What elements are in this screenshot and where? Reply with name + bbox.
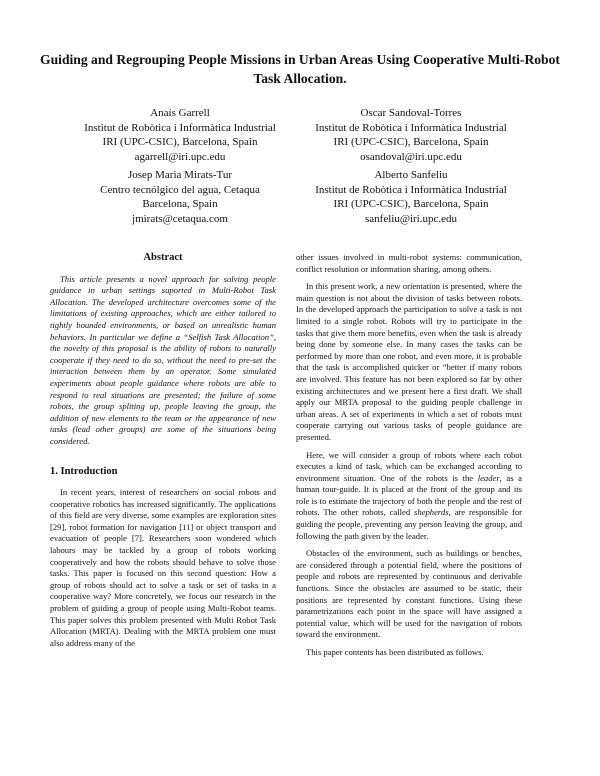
body-paragraph: other issues involved in multi-robot systems: communication, conflict resolution or information sharing, among others. bbox=[296, 252, 522, 274]
right-column bbox=[296, 252, 522, 665]
author-location: IRI (UPC-CSIC), Barcelona, Spain bbox=[333, 198, 489, 210]
author-location: IRI (UPC-CSIC), Barcelona, Spain bbox=[333, 136, 489, 148]
author-email: sanfeliu@iri.upc.edu bbox=[365, 212, 457, 225]
author-affiliation: Institut de Robòtica i Informàtica Industrial bbox=[315, 183, 507, 196]
author-block-mirats bbox=[60, 168, 300, 226]
author-block-sanfeliu bbox=[291, 168, 531, 226]
author-email: osandoval@iri.upc.edu bbox=[360, 150, 462, 163]
section-heading-introduction: 1. Introduction bbox=[50, 465, 118, 477]
author-location: IRI (UPC-CSIC), Barcelona, Spain bbox=[102, 136, 258, 148]
body-paragraph-robots: Here, we will consider a group of robots where each robot executes a kind of task, which can be exchanged according to environment situation. One of the robots is the leader, as a human tour-guide. It is placed at the front of the group and its role is to estimate the trajectory of both the people and the rest of robots. The other robots, called shepherds, are responsible for guiding the people, preventing any person leaving the group, and following the path given by the leader. bbox=[296, 449, 522, 541]
emphasis-shepherds: shepherds bbox=[414, 507, 449, 518]
body-paragraph: Obstacles of the environment, such as buildings or benches, are considered through a potential field, where the positions of people and robots are represented by continuous and derivable functions. Since the obstacles are assumed to be static, their positions are represented by constant functions. Using these parametrizations each point in the space will have assigned a potential value, which will be used for the navigation of robots toward the environment. bbox=[296, 548, 522, 640]
emphasis-leader: leader bbox=[477, 472, 500, 483]
author-affiliation: Centro tecnólgico del agua, Cetaqua bbox=[100, 183, 260, 196]
left-column bbox=[50, 252, 276, 655]
intro-paragraph: In recent years, interest of researchers on social robots and cooperative robotics has increased significantly. The applications of this field are very diverse, some examples are exploration sites [29], robot formation for navigation [11] or object transport and evacuation of people [7]. Researchers soon wondered which labours may be tackled by a group of robots working cooperatively and how the robots should behave to solve those tasks. This paper is focused on this second question: How a group of robots should act to solve a task or set of tasks in a cooperative way? More concretely, we focus our research in the problem of guiding a group of people using Multi-Robot teams. This paper solves this problem presented with Multi Robot Task Allocation (MRTA). Dealing with the MRTA problem one must also address many of the bbox=[50, 487, 276, 648]
paper-title: Guiding and Regrouping People Missions in Urban Areas Using Cooperative Multi-Robot Task Allocation. bbox=[40, 52, 560, 86]
author-email: agarrell@iri.upc.edu bbox=[134, 150, 226, 163]
author-email: jmirats@cetaqua.com bbox=[132, 212, 228, 225]
author-block-garrell bbox=[60, 106, 300, 164]
author-affiliation: Institut de Robòtica i Informàtica Industrial bbox=[315, 121, 507, 134]
author-affiliation: Institut de Robòtica i Informàtica Industrial bbox=[84, 121, 276, 134]
author-name: Josep Maria Mirats-Tur bbox=[127, 169, 233, 181]
abstract-text: This article presents a novel approach for solving people guidance in urban settings suported in Multi-Robot Task Allocation. The developed architecture overcomes some of the limitations of existing approaches, which are either tailored to tightly bounded environments, or based on unrealistic human behaviors. In particular we define a “Selfish Task Allocation”, the novelty of this proposal is the ability of robots to naturally cooperate if they need to do so, without the need to pre-set the interaction between them by an operator. Some simulated experiments about people guidance where robots are able to respond to real situations are presented; the failure of some robots, the group spliting up, people leaving the group, the addition of new elements to the team or the appearance of new tasks (lead other groups) are some of the situations being considered. bbox=[50, 273, 276, 446]
body-paragraph: In this present work, a new orientation is presented, where the main question is not about the division of tasks between robots. In the developed approach the participation to solve a task is not limited to a single robot. Robots will try to participate in the tasks that give them more benefits, even when the task is already being done by someone else. In many cases the tasks can be performed by more than one robot, and even more, it is probable that the task is accomplished quicker or ”better if many robots are involved. This feature has not been explored so far by other existing architectures and we present here a first draft. We shall apply our MRTA proposal to the guiding people challenge in urban areas. A set of experiments in which a set of robots must cooperate carrying out various tasks of people guidance are presented. bbox=[296, 281, 522, 442]
author-block-sandoval bbox=[291, 106, 531, 164]
abstract-heading: Abstract bbox=[143, 252, 183, 263]
author-location: Barcelona, Spain bbox=[142, 198, 218, 210]
author-name: Alberto Sanfeliu bbox=[374, 169, 448, 181]
body-paragraph: This paper contents has been distributed as follows. bbox=[306, 647, 484, 657]
author-name: Oscar Sandoval-Torres bbox=[360, 107, 462, 119]
author-name: Anaís Garrell bbox=[150, 107, 210, 119]
